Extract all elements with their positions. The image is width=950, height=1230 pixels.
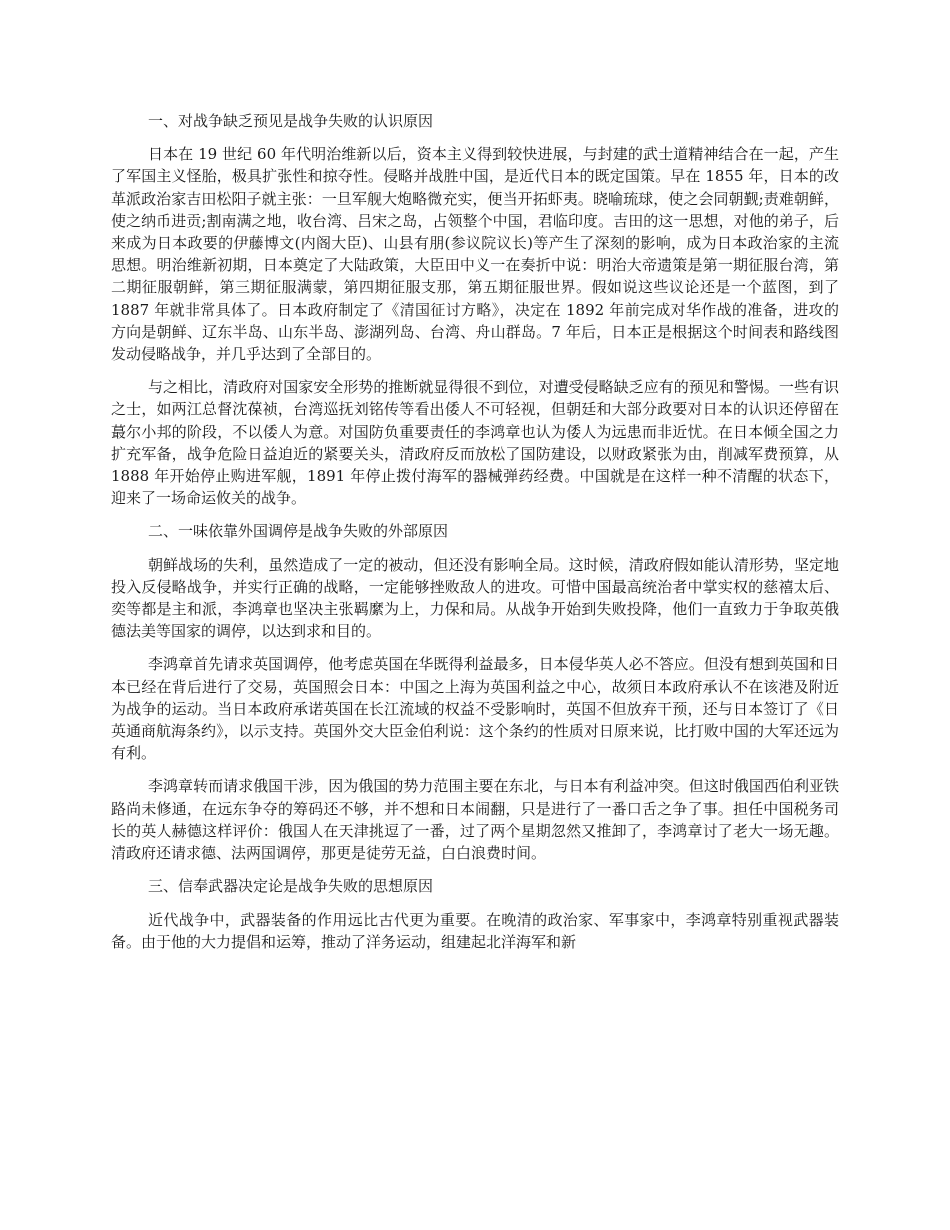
paragraph: 朝鲜战场的失利，虽然造成了一定的被动，但还没有影响全局。这时候，清政府假如能认清形势，坚定地投入反侵略战争，并实行正确的战略，一定能够挫败敌人的进攻。可惜中国最高统治者中掌实权的慈禧太后、奕等都是主和派，李鸿章也坚决主张羁縻为上，力保和局。从战争开始到失败投降，他们一直致力于争取英俄德法美等国家的调停，以达到求和目的。 bbox=[111, 555, 839, 641]
paragraph: 近代战争中，武器装备的作用远比古代更为重要。在晚清的政治家、军事家中，李鸿章特别重视武器装备。由于他的大力提倡和运筹，推动了洋务运动，组建起北洋海军和新 bbox=[111, 910, 839, 951]
section-2 bbox=[111, 520, 839, 864]
paragraph: 日本在 19 世纪 60 年代明治维新以后，资本主义得到较快进展，与封建的武士道精神结合在一起，产生了军国主义怪胎，极具扩张性和掠夺性。侵略并战胜中国，是近代日本的既定国策。早在 1855 年，日本的改革派政治家吉田松阳子就主张：一旦军舰大炮略微充实，便当开拓虾夷。晓喻琉球，使之会同朝觐;责难朝鲜，使之纳币进贡;割南满之地，收台湾、吕宋之岛，占领整个中国，君临印度。吉田的这一思想，对他的弟子，后来成为日本政要的伊藤博文(内阁大臣)、山县有朋(参议院议长)等产生了深刻的影响，成为日本政治家的主流思想。明治维新初期，日本奠定了大陆政策，大臣田中义一在奏折中说：明治大帝遗策是第一期征服台湾，第二期征服朝鲜，第三期征服满蒙，第四期征服支那，第五期征服世界。假如说这些议论还是一个蓝图，到了 1887 年就非常具体了。日本政府制定了《清国征讨方略》，决定在 1892 年前完成对华作战的准备，进攻的方向是朝鲜、辽东半岛、山东半岛、澎湖列岛、台湾、舟山群岛。7 年后，日本正是根据这个时间表和路线图发动侵略战争，并几乎达到了全部目的。 bbox=[111, 145, 839, 364]
paragraph: 李鸿章转而请求俄国干涉，因为俄国的势力范围主要在东北，与日本有利益冲突。但这时俄国西伯利亚铁路尚未修通，在远东争夺的筹码还不够，并不想和日本闹翻，只是进行了一番口舌之争了事。担任中国税务司长的英人赫德这样评价：俄国人在天津挑逗了一番，过了两个星期忽然又推卸了，李鸿章讨了老大一场无趣。清政府还请求德、法两国调停，那更是徒劳无益，白白浪费时间。 bbox=[111, 777, 839, 863]
paragraph: 与之相比，清政府对国家安全形势的推断就显得很不到位，对遭受侵略缺乏应有的预见和警惕。一些有识之士，如两江总督沈葆祯，台湾巡抚刘铭传等看出倭人不可轻视，但朝廷和大部分政要对日本的认识还停留在蕞尔小邦的阶段，不以倭人为意。对国防负重要责任的李鸿章也认为倭人为远患而非近忧。在日本倾全国之力扩充军备，战争危险日益迫近的紧要关头，清政府反而放松了国防建设，以财政紧张为由，削减军费预算，从 1888 年开始停止购进军舰，1891 年停止拨付海军的器械弹药经费。中国就是在这样一种不清醒的状态下，迎来了一场命运攸关的战争。 bbox=[111, 378, 839, 508]
section-heading: 一、对战争缺乏预见是战争失败的认识原因 bbox=[148, 112, 434, 130]
paragraph: 李鸿章首先请求英国调停，他考虑英国在华既得利益最多，日本侵华英人必不答应。但没有想到英国和日本已经在背后进行了交易，英国照会日本：中国之上海为英国利益之中心，故须日本政府承认不在该港及附近为战争的运动。当日本政府承诺英国在长江流域的权益不受影响时，英国不但放弃干预，还与日本签订了《日英通商航海条约》，以示支持。英国外交大臣金伯利说：这个条约的性质对日原来说，比打败中国的大军还远为有利。 bbox=[111, 655, 839, 763]
document-page bbox=[111, 110, 839, 964]
section-heading: 三、信奉武器决定论是战争失败的思想原因 bbox=[148, 877, 434, 896]
section-3 bbox=[111, 875, 839, 953]
section-heading: 二、一味依靠外国调停是战争失败的外部原因 bbox=[148, 522, 449, 541]
section-1 bbox=[111, 110, 839, 509]
